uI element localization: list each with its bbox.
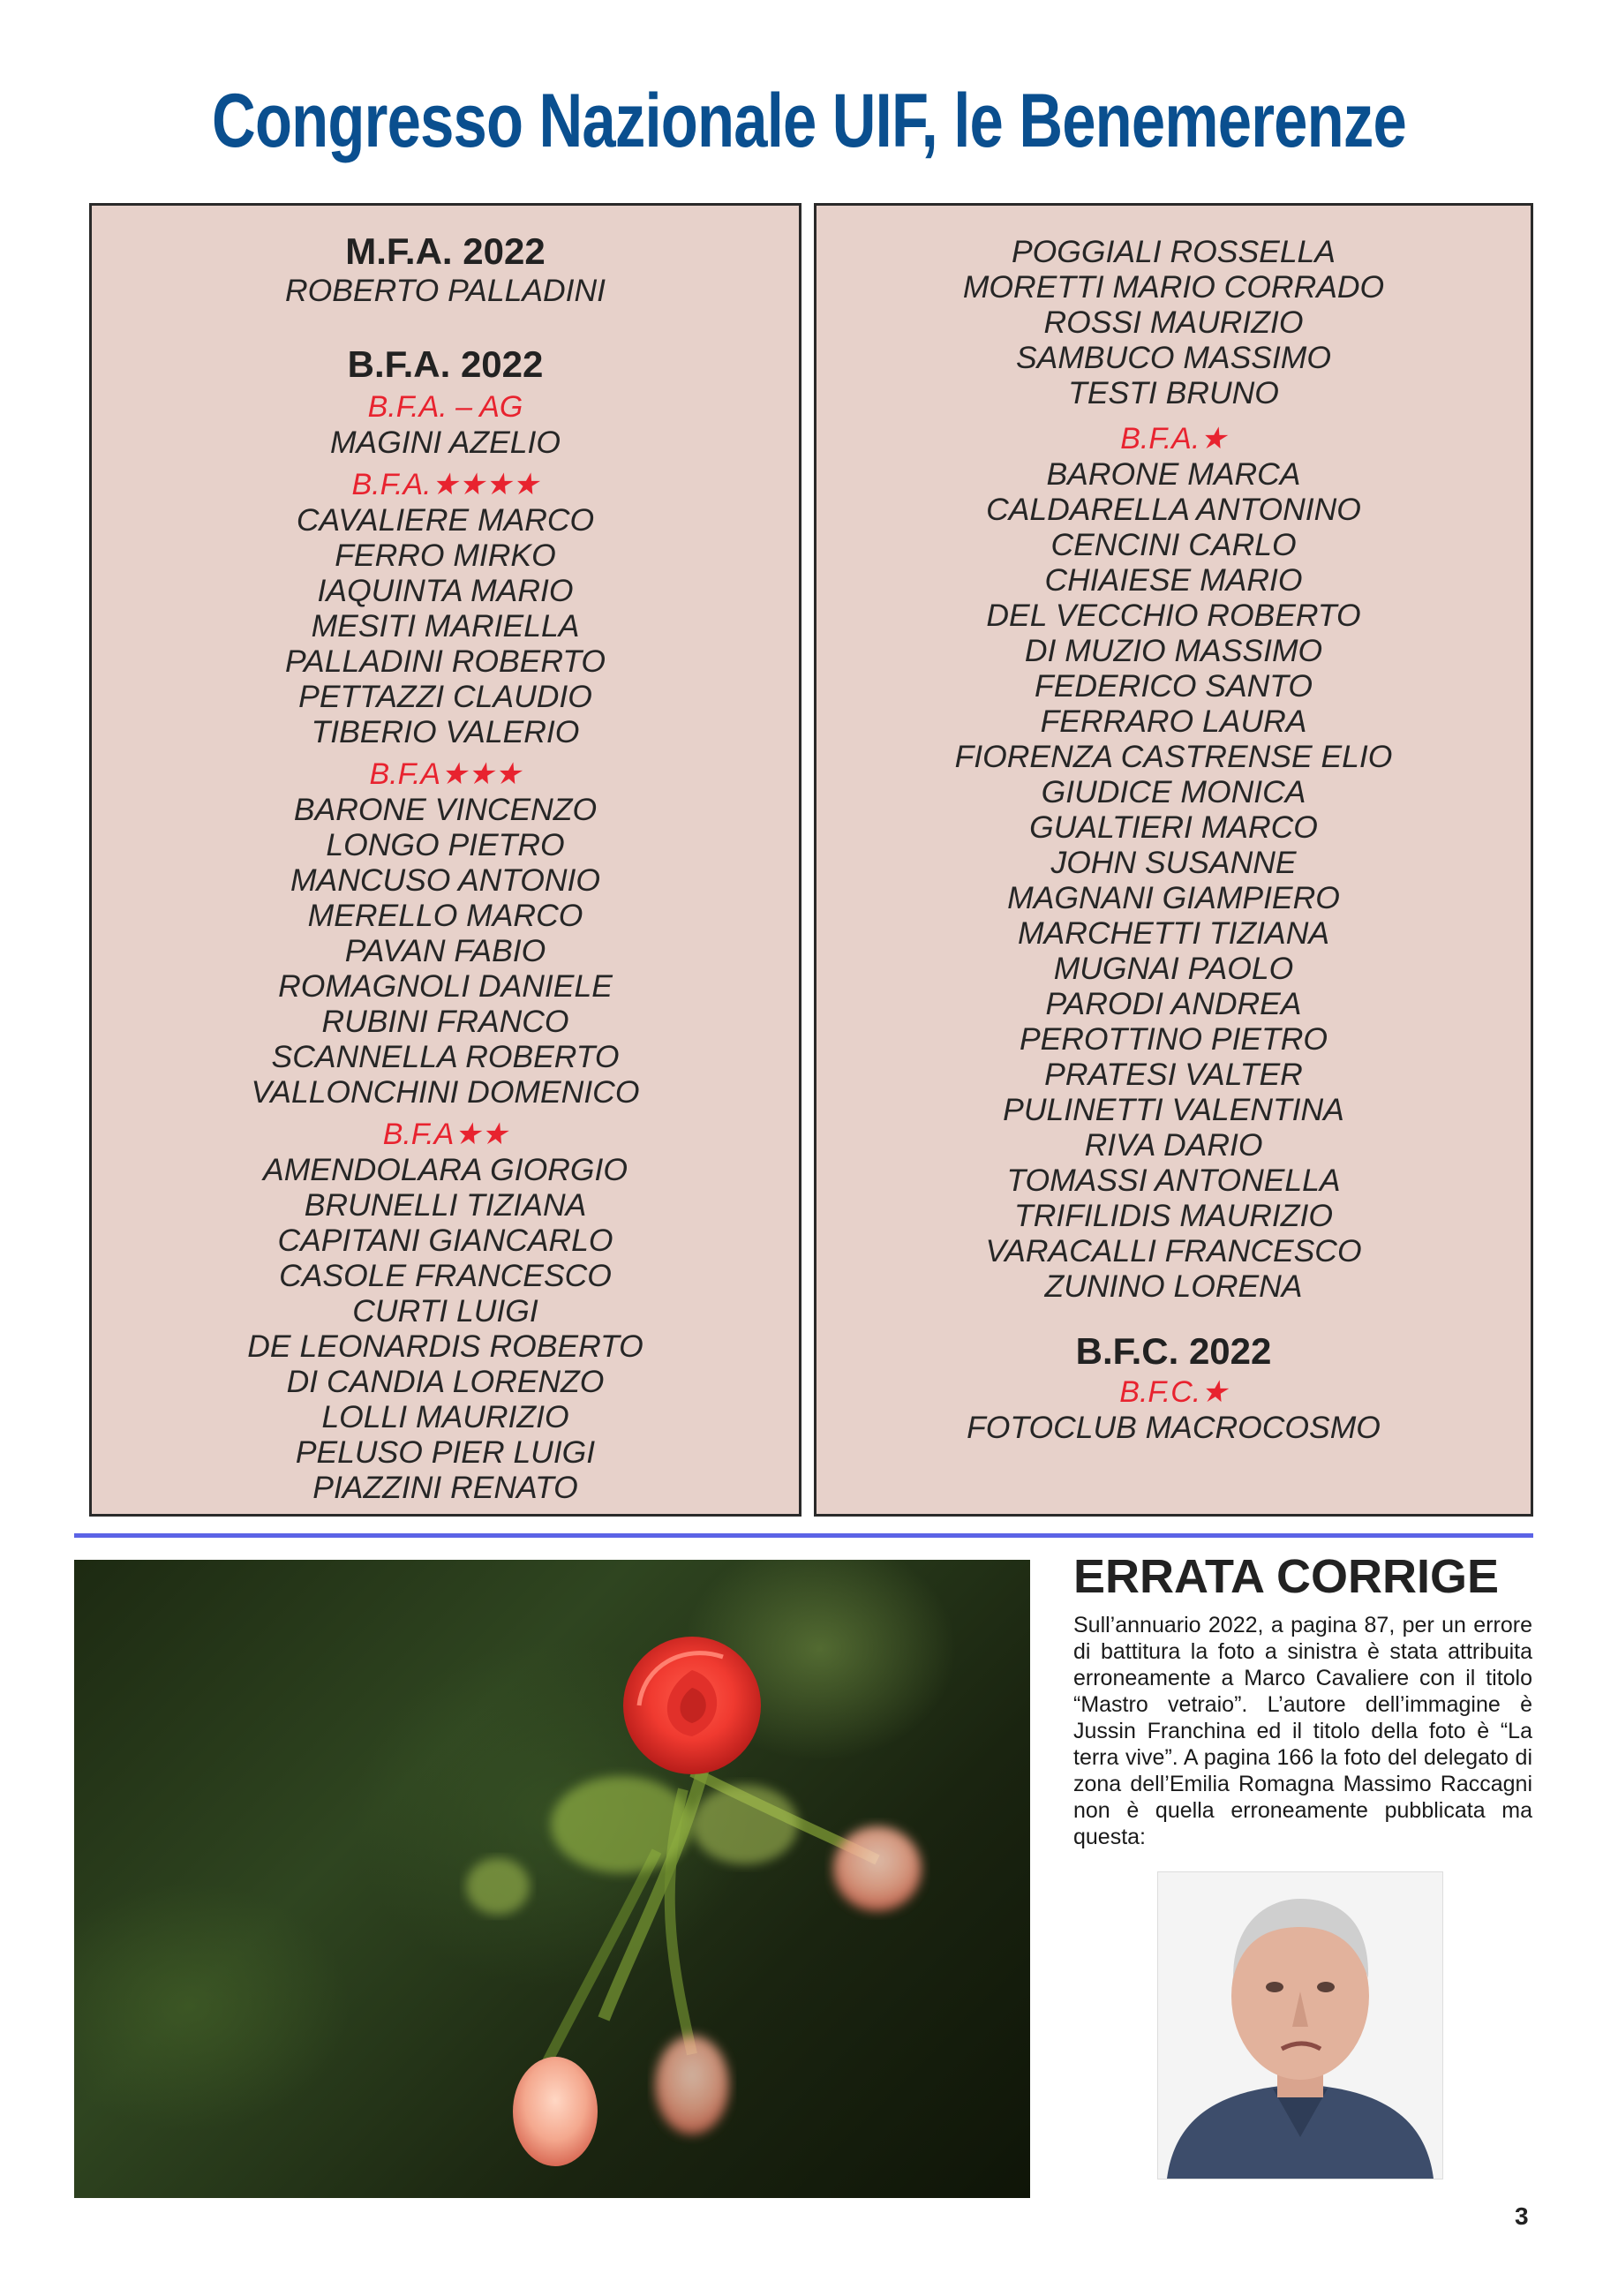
honoree-name: FOTOCLUB MACROCOSMO: [967, 1410, 1381, 1445]
honoree-name: PRATESI VALTER: [1044, 1057, 1303, 1092]
mfa-title: M.F.A. 2022: [345, 230, 546, 272]
honoree-name: JOHN SUSANNE: [1050, 845, 1297, 880]
honoree-name: CALDARELLA ANTONINO: [986, 492, 1361, 527]
errata-text: Sull’annuario 2022, a pagina 87, per un errore di battitura la foto a sinistra è stata attribuita erroneamente a Marco Cavaliere con il titolo “Mastro vetraio”. L’autore dell’immagine è Jussin Franchina ed il titolo della foto è “La terra vive”. A pagina 166 la foto del delegato di zona dell’Emilia Romagna Massimo Raccagni non è quella erroneamente pubblicata ma questa:: [1073, 1613, 1532, 1849]
honoree-name: VALLONCHINI DOMENICO: [251, 1074, 640, 1110]
honoree-name: MAGINI AZELIO: [329, 425, 561, 460]
portrait-photo: [1157, 1871, 1443, 2179]
award-category-label: B.F.A★★★: [369, 757, 522, 791]
honoree-name: LOLLI MAURIZIO: [321, 1399, 569, 1434]
honoree-name: CAPITANI GIANCARLO: [277, 1223, 613, 1258]
continued-names: [817, 234, 1531, 410]
honoree-name: FEDERICO SANTO: [1035, 668, 1313, 704]
bfa-groups: [92, 389, 799, 1505]
honoree-name: BARONE VINCENZO: [293, 792, 598, 827]
honoree-name: DEL VECCHIO ROBERTO: [986, 598, 1361, 633]
honoree-name: CHIAIESE MARIO: [1044, 562, 1303, 598]
honoree-name: DI CANDIA LORENZO: [286, 1364, 605, 1399]
left-honors-box: [89, 203, 801, 1517]
honoree-name: PETTAZZI CLAUDIO: [298, 679, 592, 714]
honoree-name: DI MUZIO MASSIMO: [1024, 633, 1323, 668]
honoree-name: FIORENZA CASTRENSE ELIO: [954, 739, 1393, 774]
honoree-name: ROMAGNOLI DANIELE: [278, 968, 613, 1004]
honoree-name: VARACALLI FRANCESCO: [985, 1233, 1362, 1268]
honoree-name: CAVALIERE MARCO: [296, 502, 595, 538]
geranium-flower-image: [74, 1560, 1030, 2198]
honoree-name: MERELLO MARCO: [307, 898, 583, 933]
honoree-name: SAMBUCO MASSIMO: [1015, 340, 1331, 375]
honoree-name: ZUNINO LORENA: [1044, 1268, 1303, 1304]
section-divider: [74, 1533, 1533, 1538]
honoree-name: PALLADINI ROBERTO: [284, 644, 606, 679]
honoree-name: RUBINI FRANCO: [321, 1004, 569, 1039]
honoree-name: TRIFILIDIS MAURIZIO: [1014, 1198, 1333, 1233]
honoree-name: MANCUSO ANTONIO: [290, 862, 601, 898]
spacer: [817, 1304, 1531, 1330]
right-honors-box: [814, 203, 1533, 1517]
honoree-name: FERRARO LAURA: [1040, 704, 1307, 739]
award-category-label: B.F.A.★★★★: [351, 468, 539, 501]
bfc-label: B.F.C.★: [1119, 1375, 1228, 1409]
honoree-name: TOMASSI ANTONELLA: [1006, 1163, 1341, 1198]
honoree-name: MARCHETTI TIZIANA: [1017, 915, 1330, 951]
honoree-name: CURTI LUIGI: [352, 1293, 538, 1329]
honoree-name: CASOLE FRANCESCO: [279, 1258, 612, 1293]
honoree-name: CENCINI CARLO: [1050, 527, 1297, 562]
honoree-name: TIBERIO VALERIO: [311, 714, 580, 749]
honoree-name: ROBERTO PALLADINI: [284, 273, 606, 308]
bfa-1star-names: [817, 456, 1531, 1304]
honoree-name: BRUNELLI TIZIANA: [304, 1187, 587, 1223]
honoree-name: DE LEONARDIS ROBERTO: [247, 1329, 643, 1364]
mfa-names: [92, 273, 799, 308]
honoree-name: SCANNELLA ROBERTO: [271, 1039, 620, 1074]
honoree-name: GIUDICE MONICA: [1041, 774, 1306, 809]
honoree-name: PELUSO PIER LUIGI: [295, 1434, 596, 1470]
honoree-name: PULINETTI VALENTINA: [1003, 1092, 1344, 1127]
honoree-name: PIAZZINI RENATO: [312, 1470, 578, 1505]
page-number: 3: [1515, 2202, 1529, 2230]
honoree-name: RIVA DARIO: [1084, 1127, 1263, 1163]
honoree-name: BARONE MARCA: [1046, 456, 1301, 492]
bfa-1star-label: B.F.A.★: [1120, 422, 1227, 455]
honoree-name: ROSSI MAURIZIO: [1043, 305, 1304, 340]
bfa-title: B.F.A. 2022: [347, 343, 544, 385]
bfc-names: [817, 1410, 1531, 1445]
honoree-name: MUGNAI PAOLO: [1053, 951, 1294, 986]
spacer: [92, 308, 799, 343]
honoree-name: FERRO MIRKO: [335, 538, 556, 573]
honoree-name: PEROTTINO PIETRO: [1019, 1021, 1328, 1057]
honoree-name: LONGO PIETRO: [326, 827, 565, 862]
right-honors-list: [817, 234, 1531, 1445]
award-category-label: B.F.A. – AG: [367, 390, 523, 424]
page-title: Congresso Nazionale UIF, le Benemerenze: [212, 79, 1406, 163]
honoree-name: PAVAN FABIO: [344, 933, 546, 968]
honoree-name: GUALTIERI MARCO: [1029, 809, 1318, 845]
honoree-name: MORETTI MARIO CORRADO: [962, 269, 1385, 305]
honoree-name: PARODI ANDREA: [1045, 986, 1302, 1021]
honoree-name: MESITI MARIELLA: [311, 608, 580, 644]
left-honors-list: [92, 230, 799, 1505]
honoree-name: IAQUINTA MARIO: [317, 573, 574, 608]
bfc-title: B.F.C. 2022: [1075, 1330, 1272, 1372]
errata-title: ERRATA CORRIGE: [1073, 1550, 1499, 1603]
honoree-name: TESTI BRUNO: [1068, 375, 1279, 410]
honoree-name: POGGIALI ROSSELLA: [1012, 234, 1336, 269]
geranium-photo: [74, 1560, 1030, 2198]
award-category-label: B.F.A★★: [382, 1118, 508, 1151]
portrait-image: [1158, 1872, 1442, 2179]
honoree-name: AMENDOLARA GIORGIO: [263, 1152, 628, 1187]
honoree-name: MAGNANI GIAMPIERO: [1007, 880, 1340, 915]
